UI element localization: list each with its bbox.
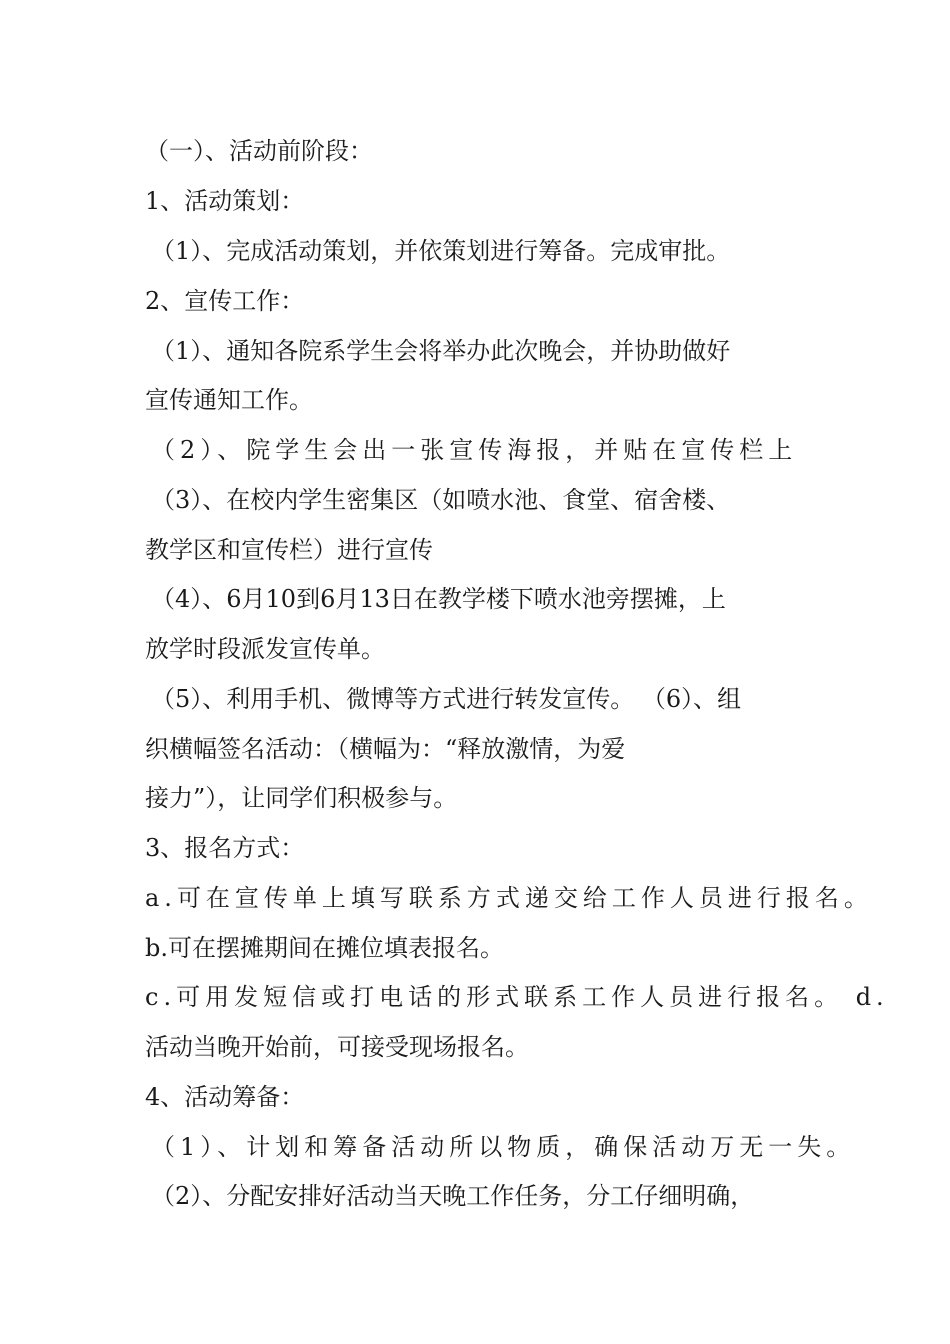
subheading-preparation: 4、活动筹备： <box>145 1083 305 1111</box>
paragraph-line: （1）、计划和筹备活动所以物质，确保活动万无一失。 <box>151 1133 856 1161</box>
paragraph-line: （3）、在校内学生密集区（如喷水池、食堂、宿舍楼、 <box>151 486 731 514</box>
paragraph-line: 接力”），让同学们积极参与。 <box>145 784 458 812</box>
paragraph-line: 放学时段派发宣传单。 <box>145 635 385 663</box>
paragraph-line: （5）、利用手机、微博等方式进行转发宣传。 （6）、组 <box>151 685 742 713</box>
subheading-activity-planning: 1、活动策划： <box>145 187 305 215</box>
paragraph-line: 织横幅签名活动：（横幅为：“释放激情，为爱 <box>145 735 626 763</box>
list-item: 活动当晚开始前，可接受现场报名。 <box>145 1033 529 1061</box>
list-item: b.可在摆摊期间在摊位填表报名。 <box>145 934 504 962</box>
paragraph-line: 教学区和宣传栏）进行宣传 <box>145 536 433 564</box>
paragraph-line: （4）、6月10到6月13日在教学楼下喷水池旁摆摊，上 <box>151 585 726 613</box>
subheading-publicity: 2、宣传工作： <box>145 287 305 315</box>
section-heading-pre-event: （一）、活动前阶段： <box>145 137 373 165</box>
paragraph-line: 宣传通知工作。 <box>145 386 313 414</box>
subheading-registration: 3、报名方式： <box>145 834 305 862</box>
paragraph-line: （1）、通知各院系学生会将举办此次晚会，并协助做好 <box>151 337 731 365</box>
paragraph-line: （1）、完成活动策划，并依策划进行筹备。完成审批。 <box>151 237 731 265</box>
list-item: a.可在宣传单上填写联系方式递交给工作人员进行报名。 <box>145 884 873 912</box>
list-item: c.可用发短信或打电话的形式联系工作人员进行报名。 d. <box>145 983 889 1011</box>
paragraph-line: （2）、院学生会出一张宣传海报，并贴在宣传栏上 <box>151 436 798 464</box>
paragraph-line: （2）、分配安排好活动当天晚工作任务，分工仔细明确， <box>151 1182 755 1210</box>
